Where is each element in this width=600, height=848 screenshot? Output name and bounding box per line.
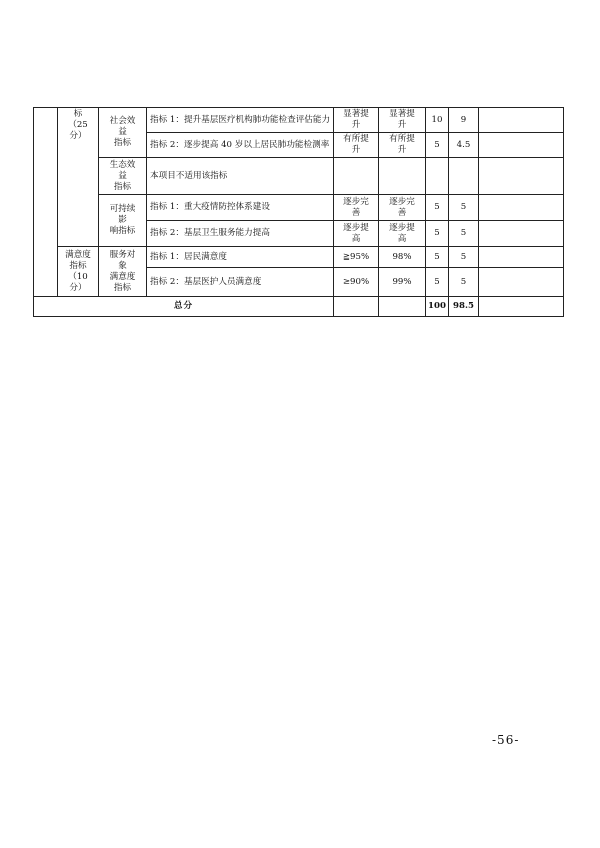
indicator-text: 本项目不适用该指标 bbox=[147, 158, 334, 195]
annual-target: 显著提 升 bbox=[334, 108, 379, 133]
score: 4.5 bbox=[449, 133, 479, 158]
annual-target: 有所提 升 bbox=[334, 133, 379, 158]
total-weight: 100 bbox=[426, 297, 449, 317]
performance-evaluation-table bbox=[33, 107, 564, 317]
table-row bbox=[34, 158, 564, 195]
annual-target: 逐步完 善 bbox=[334, 195, 379, 221]
social-benefit-label: 社会效 益 指标 bbox=[99, 108, 147, 158]
page-number: -56- bbox=[492, 733, 520, 747]
actual-value: 显著提 升 bbox=[379, 108, 426, 133]
weight: 5 bbox=[426, 247, 449, 268]
annual-target: ≥90% bbox=[334, 268, 379, 297]
effect-indicator-label: 标 （25 分） bbox=[58, 108, 99, 247]
annual-target: 逐步提 高 bbox=[334, 221, 379, 247]
annual-target bbox=[334, 158, 379, 195]
remark bbox=[479, 158, 564, 195]
satisfaction-indicator-label: 满意度 指标 （10 分） bbox=[58, 247, 99, 297]
remark bbox=[479, 133, 564, 158]
actual-value: 有所提 升 bbox=[379, 133, 426, 158]
sustainability-label: 可持续 影 响指标 bbox=[99, 195, 147, 247]
table-row bbox=[34, 195, 564, 221]
actual-value: 98% bbox=[379, 247, 426, 268]
remark bbox=[479, 221, 564, 247]
indicator-text: 指标 2：基层医护人员满意度 bbox=[147, 268, 334, 297]
remark bbox=[479, 108, 564, 133]
actual-value bbox=[379, 297, 426, 317]
remark bbox=[479, 268, 564, 297]
level1-indicator-cell bbox=[34, 108, 58, 297]
score: 5 bbox=[449, 195, 479, 221]
score bbox=[449, 158, 479, 195]
total-label: 总分 bbox=[34, 297, 334, 317]
total-score: 98.5 bbox=[449, 297, 479, 317]
score: 9 bbox=[449, 108, 479, 133]
score: 5 bbox=[449, 268, 479, 297]
score: 5 bbox=[449, 247, 479, 268]
actual-value: 99% bbox=[379, 268, 426, 297]
score: 5 bbox=[449, 221, 479, 247]
service-target-satisfaction-label: 服务对 象 满意度 指标 bbox=[99, 247, 147, 297]
annual-target: ≧95% bbox=[334, 247, 379, 268]
weight: 10 bbox=[426, 108, 449, 133]
table-row bbox=[34, 108, 564, 133]
weight: 5 bbox=[426, 268, 449, 297]
indicator-text: 指标 1：居民满意度 bbox=[147, 247, 334, 268]
weight: 5 bbox=[426, 195, 449, 221]
actual-value: 逐步提 高 bbox=[379, 221, 426, 247]
weight bbox=[426, 158, 449, 195]
weight: 5 bbox=[426, 221, 449, 247]
eco-benefit-label: 生态效 益 指标 bbox=[99, 158, 147, 195]
indicator-text: 指标 2：逐步提高 40 岁以上居民肺功能检测率 bbox=[147, 133, 334, 158]
table-row bbox=[34, 247, 564, 268]
actual-value: 逐步完 善 bbox=[379, 195, 426, 221]
indicator-text: 指标 1：重大疫情防控体系建设 bbox=[147, 195, 334, 221]
remark bbox=[479, 195, 564, 221]
indicator-text: 指标 1：提升基层医疗机构肺功能检查评估能力 bbox=[147, 108, 334, 133]
indicator-text: 指标 2：基层卫生服务能力提高 bbox=[147, 221, 334, 247]
total-row bbox=[34, 297, 564, 317]
annual-target bbox=[334, 297, 379, 317]
weight: 5 bbox=[426, 133, 449, 158]
remark bbox=[479, 297, 564, 317]
actual-value bbox=[379, 158, 426, 195]
remark bbox=[479, 247, 564, 268]
